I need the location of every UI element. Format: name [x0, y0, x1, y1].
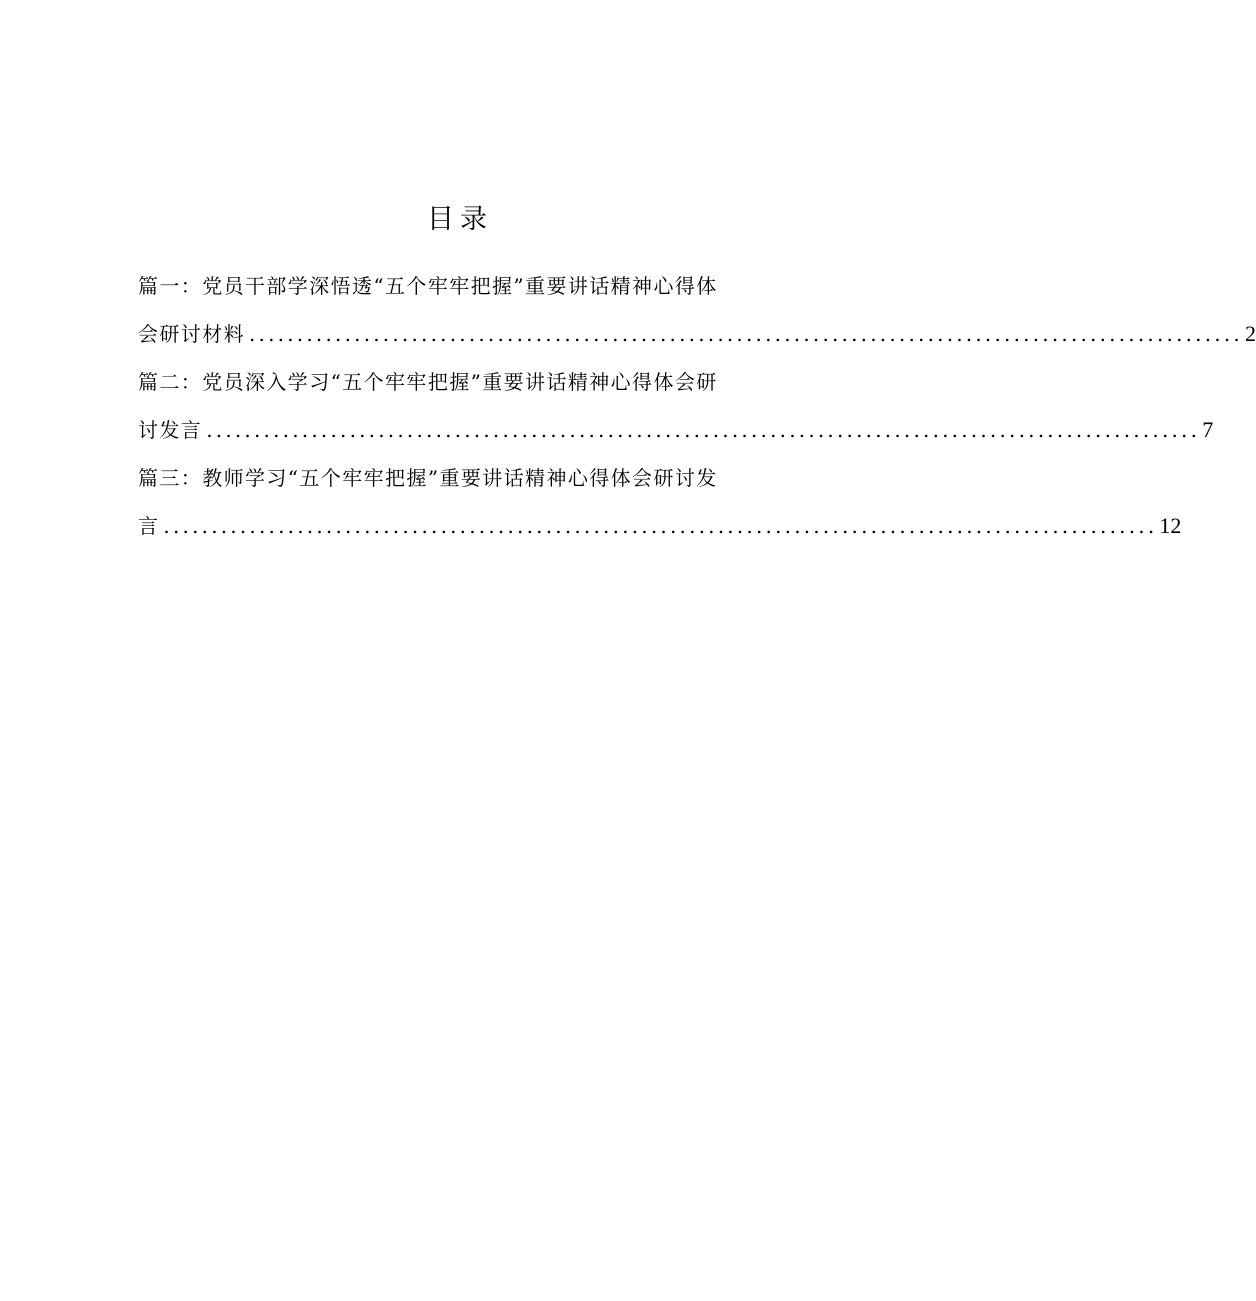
toc-dot-leader: ........................................................................................................ [206, 418, 1201, 442]
toc-entry-title-continuation: 言 [138, 514, 160, 538]
toc-page-number: 7 [1202, 417, 1214, 442]
toc-dot-leader: ........................................................................................................ [249, 322, 1243, 346]
toc-entry[interactable] [138, 454, 1182, 550]
toc-entry[interactable] [138, 358, 1214, 454]
toc-entry-continuation-row [138, 310, 1256, 358]
toc-entry-title: 篇二：党员深入学习“五个牢牢把握”重要讲话精神心得体会研 [138, 370, 718, 394]
toc-entry-title: 篇一：党员干部学深悟透“五个牢牢把握”重要讲话精神心得体 [138, 274, 718, 298]
toc-entry-title: 篇三：教师学习“五个牢牢把握”重要讲话精神心得体会研讨发 [138, 466, 718, 490]
toc-entry-continuation-row [138, 502, 1182, 550]
toc-dot-leader: ........................................................................................................ [163, 514, 1158, 538]
toc-page-number: 12 [1159, 513, 1182, 538]
toc-entry-title-continuation: 会研讨材料 [138, 322, 245, 346]
toc-entry-continuation-row [138, 406, 1214, 454]
toc-title: 目录 [427, 204, 493, 235]
toc-entry-title-continuation: 讨发言 [138, 418, 203, 442]
toc-entry[interactable] [138, 262, 1256, 358]
toc-page-number: 2 [1244, 321, 1256, 346]
table-of-contents [138, 262, 1256, 550]
